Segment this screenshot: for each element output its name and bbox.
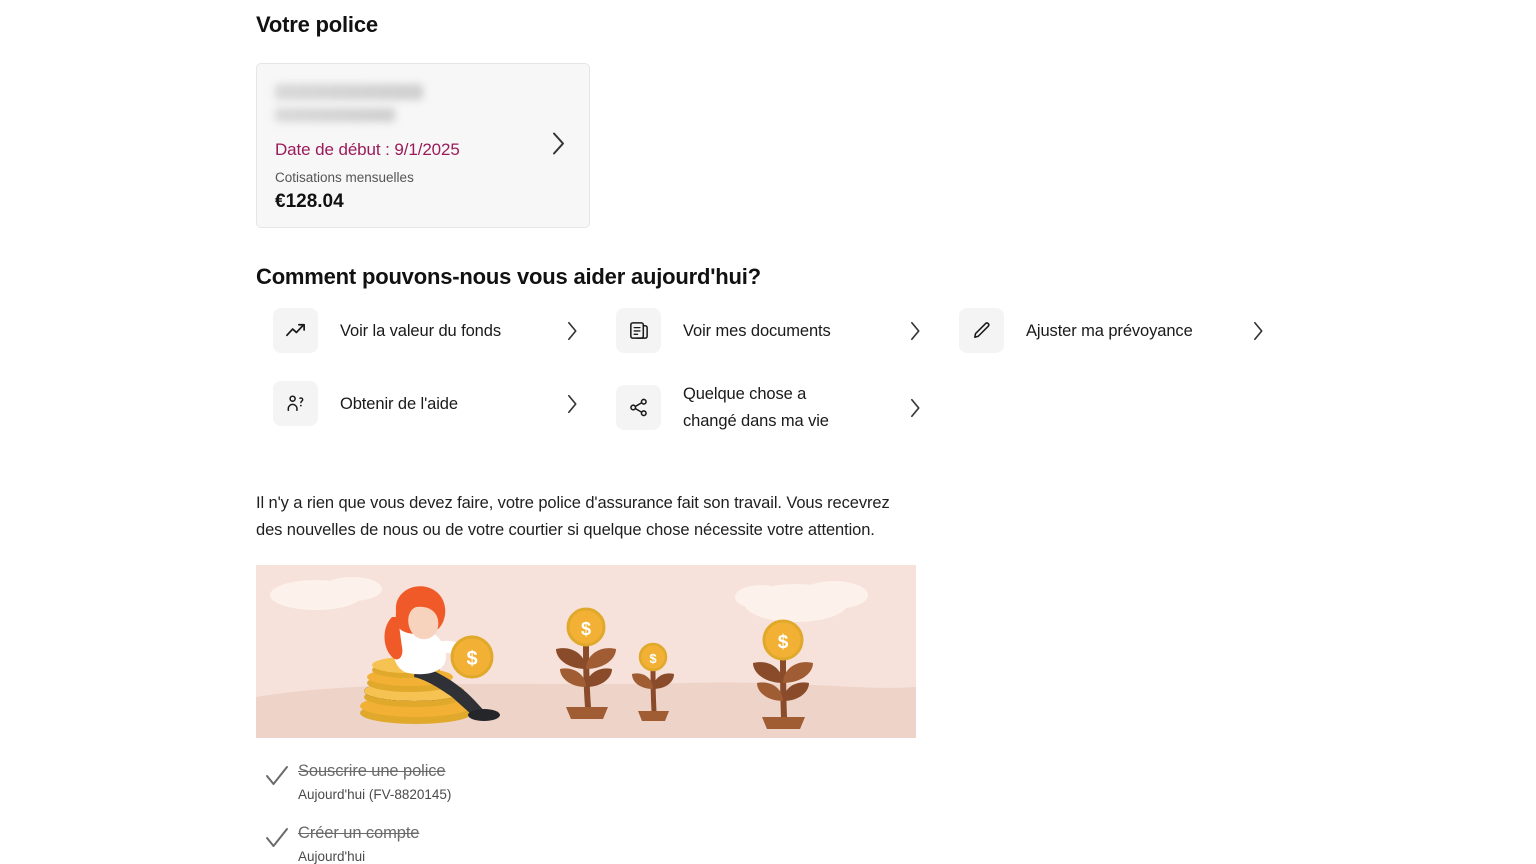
chevron-right-icon[interactable] <box>550 320 579 342</box>
share-nodes-icon <box>616 385 661 430</box>
chevron-right-icon[interactable] <box>551 130 567 161</box>
policy-contributions-label: Cotisations mensuelles <box>275 170 414 185</box>
policy-card[interactable] <box>256 63 590 228</box>
action-adjust-cover[interactable] <box>959 308 1265 353</box>
action-view-fund-value[interactable] <box>273 308 579 353</box>
intro-paragraph: Il n'y a rien que vous devez faire, votre police d'assurance fait son travail. Vous recevrez des nouvelles de nous ou de votre courtier si quelque chose nécessite votre attention. <box>256 494 890 539</box>
list-item <box>256 824 1316 864</box>
page-title: Votre police <box>256 12 378 37</box>
timeline-item-subtitle: Aujourd'hui <box>298 849 366 864</box>
timeline-item-body <box>298 824 419 864</box>
progress-timeline <box>256 762 1316 864</box>
check-icon <box>256 762 298 790</box>
svg-text:$: $ <box>649 651 657 667</box>
hero-illustration <box>256 565 916 738</box>
action-label: Obtenir de l'aide <box>340 394 458 413</box>
documents-icon <box>616 308 661 353</box>
pencil-icon <box>959 308 1004 353</box>
policy-name-masked <box>275 84 423 100</box>
timeline-item-subtitle: Aujourd'hui (FV-8820145) <box>298 787 452 803</box>
timeline-item-body <box>298 762 451 802</box>
timeline-item-title: Créer un compte <box>298 824 420 843</box>
policy-start-date: Date de début : 9/1/2025 <box>275 140 460 159</box>
svg-text:$: $ <box>466 648 478 671</box>
help-person-icon <box>273 381 318 426</box>
help-section-title: Comment pouvons-nous vous aider aujourd'hui? <box>256 264 761 289</box>
action-label: Voir la valeur du fonds <box>340 321 501 340</box>
action-label: Voir mes documents <box>683 321 831 340</box>
policy-amount: €128.04 <box>275 191 344 212</box>
list-item <box>256 762 1316 802</box>
main-content <box>256 0 1316 864</box>
action-view-documents[interactable] <box>616 308 922 353</box>
action-get-help[interactable] <box>273 381 579 426</box>
policy-number-masked <box>275 108 395 122</box>
svg-text:$: $ <box>580 619 592 640</box>
chevron-right-icon[interactable] <box>893 397 922 419</box>
chevron-right-icon[interactable] <box>1236 320 1265 342</box>
action-label: Ajuster ma prévoyance <box>1026 321 1193 340</box>
chevron-right-icon[interactable] <box>550 393 579 415</box>
check-icon <box>256 824 298 852</box>
chevron-right-icon[interactable] <box>893 320 922 342</box>
svg-text:$: $ <box>777 632 789 654</box>
action-label: Quelque chose a changé dans ma vie <box>683 385 829 430</box>
timeline-item-title: Souscrire une police <box>298 762 446 781</box>
trending-up-icon <box>273 308 318 353</box>
action-life-change[interactable] <box>616 381 922 434</box>
